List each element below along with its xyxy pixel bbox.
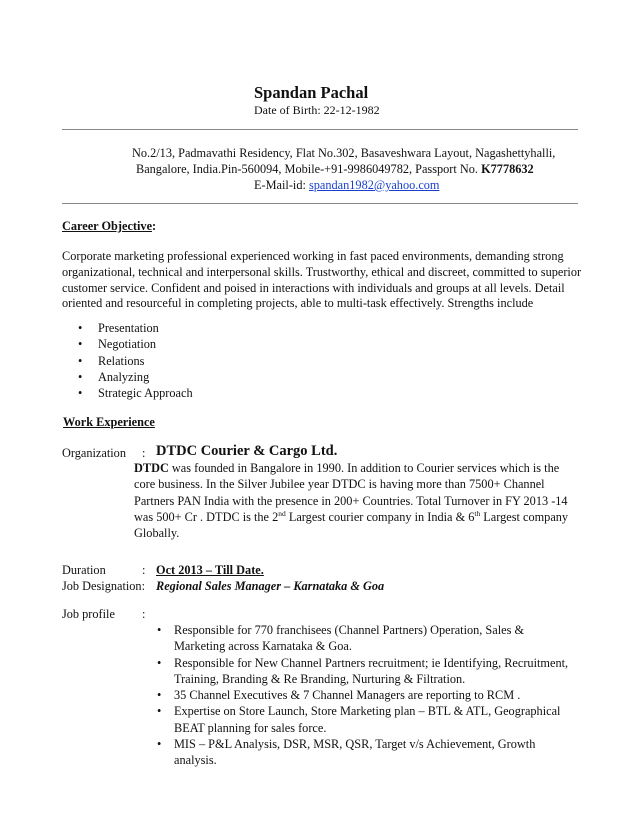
strength-item: • Negotiation [62, 336, 462, 352]
job-profile-item: • MIS – P&L Analysis, DSR, MSR, QSR, Target v/s Achievement, Growth analysis. [156, 736, 576, 769]
job-profile-item: • 35 Channel Executives & 7 Channel Managers are reporting to RCM . [156, 687, 576, 703]
email-label: E-Mail-id: [254, 178, 309, 192]
duration-value: Oct 2013 – Till Date. [156, 563, 264, 577]
address-line-2 [136, 161, 534, 177]
company-desc-2: Largest courier company in India & 6 [285, 509, 475, 524]
job-profile-item: • Responsible for 770 franchisees (Channel Partners) Operation, Sales & Marketing across Karnataka & Goa. [156, 622, 576, 655]
career-objective-heading-text: Career Objective [62, 219, 153, 233]
email-link[interactable]: spandan1982@yahoo.com [308, 178, 440, 192]
strength-item: • Presentation [62, 320, 462, 336]
address-line-1: No.2/13, Padmavathi Residency, Flat No.302, Basaveshwara Layout, Nagashettyhalli, [132, 146, 556, 160]
company-desc-bold: DTDC [134, 461, 169, 475]
job-profile-list [156, 622, 576, 769]
career-objective-heading [62, 219, 156, 234]
strength-item: • Analyzing [62, 369, 462, 385]
job-profile-colon: : [142, 607, 146, 621]
organization-colon: : [142, 446, 146, 460]
passport-number: K7778632 [481, 162, 534, 176]
job-profile-item: • Expertise on Store Launch, Store Marketing plan – BTL & ATL, Geographical BEAT planning for sales force. [156, 703, 576, 736]
company-desc-sup-1: nd [278, 508, 286, 518]
career-objective-text: Corporate marketing professional experienced working in fast paced environments, demanding strong organizational, technical and interpersonal skills. Trustworthy, ethical and discreet, committed to superior customer service. Confident and poised in interactions with individuals and groups at all levels. Detail oriented and resourceful in completing projects, able to multi-task effectively. Strengths include [62, 249, 582, 311]
designation-label: Job Designation: [62, 579, 145, 593]
company-name: DTDC Courier & Cargo Ltd. [156, 443, 338, 459]
designation-value: Regional Sales Manager – Karnataka & Goa [156, 579, 385, 593]
duration-colon: : [142, 563, 146, 577]
job-profile-label: Job profile [62, 607, 115, 621]
divider-top [62, 129, 578, 130]
work-experience-heading: Work Experience [63, 415, 155, 429]
company-desc-sup-2: th [474, 508, 481, 518]
company-desc-1: was founded in Bangalore in 1990. In addition to Courier services which is the core business. In the Silver Jubilee year DTDC is having more than 7500+ Channel Partners PAN India with the presence in 200+ Countries. Total Turnover in FY 2013 -14 was 500+ Cr . DTDC is the 2 [134, 461, 568, 524]
duration-label: Duration [62, 563, 106, 577]
job-profile-item: • Responsible for New Channel Partners recruitment; ie Identifying, Recruitment, Training, Branding & Re Branding, Nurturing & Filtration. [156, 655, 576, 688]
date-of-birth: Date of Birth: 22-12-1982 [254, 103, 380, 117]
candidate-name: Spandan Pachal [254, 83, 369, 102]
divider-bottom [62, 203, 578, 204]
address-line-2-text: Bangalore, India.Pin-560094, Mobile-+91-9986049782, Passport No. [136, 162, 482, 176]
strengths-list [62, 320, 462, 401]
career-objective-heading-colon: : [152, 219, 157, 233]
organization-label: Organization [62, 446, 126, 460]
company-description [134, 460, 574, 541]
strength-item: • Strategic Approach [62, 385, 462, 401]
email-line [254, 177, 440, 193]
company-desc-3: Largest company Globally. [134, 509, 569, 541]
strength-item: • Relations [62, 353, 462, 369]
